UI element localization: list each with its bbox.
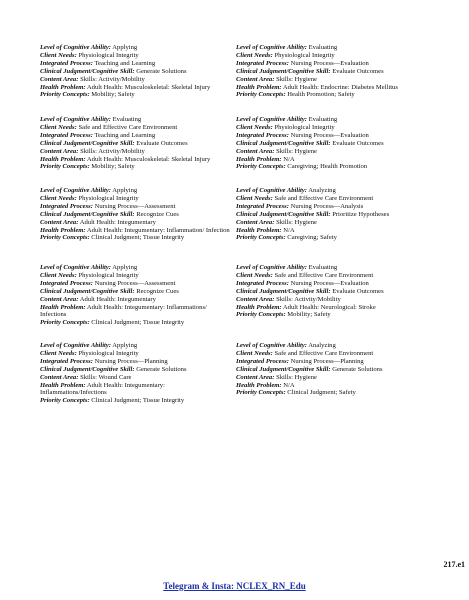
health-problem-line: Health Problem: Adult Health: Neurological: Stroke xyxy=(236,303,376,311)
health-problem-line: Health Problem: N/A xyxy=(236,381,295,389)
integrated-process-line: Integrated Process: Nursing Process—Planning xyxy=(236,357,364,365)
health-problem-line: Health Problem: Adult Health: Integumentary: Inflammations/ Infections xyxy=(40,303,207,319)
level-line: Level of Cognitive Ability: Applying xyxy=(40,264,138,271)
rationale-block-right-2 xyxy=(236,116,436,171)
client-needs-line: Client Needs: Safe and Effective Care Environment xyxy=(236,349,374,357)
priority-concepts-line: Priority Concepts: Caregiving; Safety xyxy=(236,234,337,242)
level-line: Level of Cognitive Ability: Analyzing xyxy=(236,187,336,194)
clinical-judgment-line: Clinical Judgment/Cognitive Skill: Recognize Cues xyxy=(40,287,179,295)
rationale-block-right-1 xyxy=(236,44,436,99)
rationale-block-right-4 xyxy=(236,264,436,319)
client-needs-line: Client Needs: Safe and Effective Care Environment xyxy=(40,123,178,131)
client-needs-line: Client Needs: Physiological Integrity xyxy=(40,51,139,59)
priority-concepts-line: Priority Concepts: Clinical Judgment; Tissue Integrity xyxy=(40,397,185,405)
footer-telegram-link[interactable]: Telegram & Insta: NCLEX_RN_Edu xyxy=(163,581,306,591)
health-problem-line: Health Problem: Adult Health: Endocrine: Diabetes Mellitus xyxy=(236,83,398,91)
content-area-line: Content Area: Skills: Activity/Mobility xyxy=(236,295,341,303)
clinical-judgment-line: Clinical Judgment/Cognitive Skill: Evaluate Outcomes xyxy=(40,139,188,147)
integrated-process-line: Integrated Process: Teaching and Learning xyxy=(40,131,156,139)
clinical-judgment-line: Clinical Judgment/Cognitive Skill: Generate Solutions xyxy=(40,365,187,373)
content-area-line: Content Area: Skills: Hygiene xyxy=(236,75,317,83)
priority-concepts-line: Priority Concepts: Caregiving; Health Promotion xyxy=(236,163,368,171)
level-line: Level of Cognitive Ability: Applying xyxy=(40,342,138,349)
integrated-process-line: Integrated Process: Nursing Process—Planning xyxy=(40,357,168,365)
priority-concepts-line: Priority Concepts: Mobility; Safety xyxy=(236,311,331,319)
health-problem-line: Health Problem: Adult Health: Musculoskeletal: Skeletal Injury xyxy=(40,155,211,163)
rationale-block-left-3 xyxy=(40,187,230,242)
priority-concepts-line: Priority Concepts: Clinical Judgment; Tissue Integrity xyxy=(40,234,185,242)
health-problem-line: Health Problem: N/A xyxy=(236,226,295,234)
integrated-process-line: Integrated Process: Nursing Process—Evaluation xyxy=(236,131,369,139)
rationale-block-left-4 xyxy=(40,264,230,327)
client-needs-line: Client Needs: Physiological Integrity xyxy=(236,51,335,59)
content-area-line: Content Area: Skills: Activity/Mobility xyxy=(40,147,145,155)
client-needs-line: Client Needs: Safe and Effective Care Environment xyxy=(236,271,374,279)
clinical-judgment-line: Clinical Judgment/Cognitive Skill: Evaluate Outcomes xyxy=(236,287,384,295)
health-problem-line: Health Problem: Adult Health: Integumentary: Inflammation/ Infection xyxy=(40,226,230,234)
integrated-process-line: Integrated Process: Teaching and Learning xyxy=(40,59,156,67)
client-needs-line: Client Needs: Physiological Integrity xyxy=(40,271,139,279)
client-needs-line: Client Needs: Physiological Integrity xyxy=(236,123,335,131)
priority-concepts-line: Priority Concepts: Health Promotion; Safety xyxy=(236,91,355,99)
clinical-judgment-line: Clinical Judgment/Cognitive Skill: Recognize Cues xyxy=(40,210,179,218)
level-line: Level of Cognitive Ability: Evaluating xyxy=(236,44,338,51)
rationale-block-left-1 xyxy=(40,44,230,99)
client-needs-line: Client Needs: Physiological Integrity xyxy=(40,349,139,357)
content-area-line: Content Area: Adult Health: Integumentary xyxy=(40,295,156,303)
client-needs-line: Client Needs: Safe and Effective Care Environment xyxy=(236,194,374,202)
integrated-process-line: Integrated Process: Nursing Process—Assessment xyxy=(40,279,176,287)
level-line: Level of Cognitive Ability: Evaluating xyxy=(40,116,142,123)
rationale-block-right-5 xyxy=(236,342,436,397)
level-line: Level of Cognitive Ability: Analyzing xyxy=(236,342,336,349)
clinical-judgment-line: Clinical Judgment/Cognitive Skill: Prioritize Hypotheses xyxy=(236,210,390,218)
clinical-judgment-line: Clinical Judgment/Cognitive Skill: Evaluate Outcomes xyxy=(236,139,384,147)
health-problem-line: Health Problem: N/A xyxy=(236,155,295,163)
clinical-judgment-line: Clinical Judgment/Cognitive Skill: Evaluate Outcomes xyxy=(236,67,384,75)
content-area-line: Content Area: Skills: Activity/Mobility xyxy=(40,75,145,83)
content-area-line: Content Area: Adult Health: Integumentary xyxy=(40,218,156,226)
priority-concepts-line: Priority Concepts: Clinical Judgment; Safety xyxy=(236,389,356,397)
rationale-block-right-3 xyxy=(236,187,436,242)
rationale-block-left-5 xyxy=(40,342,230,405)
integrated-process-line: Integrated Process: Nursing Process—Assessment xyxy=(40,202,176,210)
level-line: Level of Cognitive Ability: Applying xyxy=(40,187,138,194)
level-line: Level of Cognitive Ability: Applying xyxy=(40,44,138,51)
integrated-process-line: Integrated Process: Nursing Process—Evaluation xyxy=(236,59,369,67)
health-problem-line: Health Problem: Adult Health: Integumentary: Inflammations/Infections xyxy=(40,381,165,397)
level-line: Level of Cognitive Ability: Evaluating xyxy=(236,264,338,271)
client-needs-line: Client Needs: Physiological Integrity xyxy=(40,194,139,202)
content-area-line: Content Area: Skills: Hygiene xyxy=(236,218,317,226)
level-line: Level of Cognitive Ability: Evaluating xyxy=(236,116,338,123)
integrated-process-line: Integrated Process: Nursing Process—Evaluation xyxy=(236,279,369,287)
clinical-judgment-line: Clinical Judgment/Cognitive Skill: Generate Solutions xyxy=(40,67,187,75)
priority-concepts-line: Priority Concepts: Mobility; Safety xyxy=(40,163,135,171)
content-area-line: Content Area: Skills: Hygiene xyxy=(236,373,317,381)
page-number: 217.e1 xyxy=(443,560,465,569)
health-problem-line: Health Problem: Adult Health: Musculoskeletal: Skeletal Injury xyxy=(40,83,211,91)
integrated-process-line: Integrated Process: Nursing Process—Analysis xyxy=(236,202,364,210)
priority-concepts-line: Priority Concepts: Mobility; Safety xyxy=(40,91,135,99)
content-area-line: Content Area: Skills: Wound Care xyxy=(40,373,132,381)
content-area-line: Content Area: Skills: Hygiene xyxy=(236,147,317,155)
priority-concepts-line: Priority Concepts: Clinical Judgment; Tissue Integrity xyxy=(40,319,185,327)
rationale-block-left-2 xyxy=(40,116,230,171)
clinical-judgment-line: Clinical Judgment/Cognitive Skill: Generate Solutions xyxy=(236,365,383,373)
